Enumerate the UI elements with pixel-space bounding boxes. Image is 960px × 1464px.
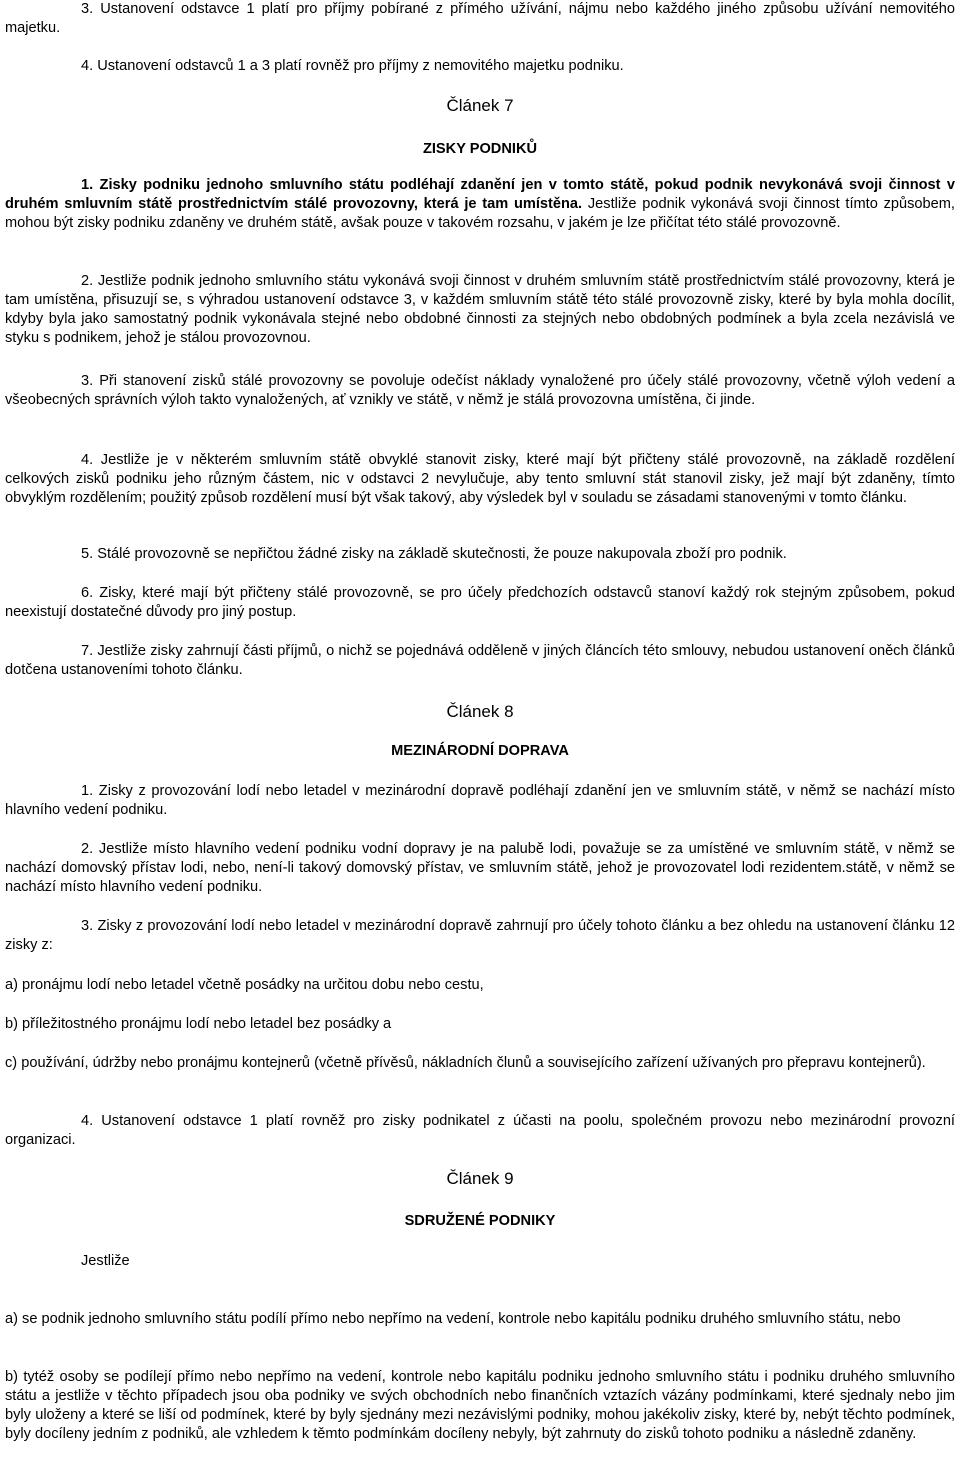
- paragraph-7-2: 2. Jestliže podnik jednoho smluvního státu vykonává svoji činnost v druhém smluvním státě prostřednictvím stálé provozovny, která je tam umístěna, přisuzují se, s výhradou ustanovení odstavce 3, v každém smluvním státě této stálé provozovně zisky, které by byla mohla docílit, kdyby byla jako samostatný podnik vykonávala stejné nebo obdobné činnosti za stejných nebo obdobných podmínek a byla zcela nezávislá ve styku s podnikem, jehož je stálou provozovnou.: [5, 273, 955, 346]
- paragraph-9-intro: Jestliže: [81, 1253, 130, 1269]
- paragraph-7-3: 3. Při stanovení zisků stálé provozovny se povoluje odečíst náklady vynaložené pro účely stálé provozovny, včetně výloh vedení a všeobecných správních výloh takto vynaložených, ať vznikly ve státě, v němž je stálá provozovna umístěna, či jinde.: [5, 373, 955, 408]
- paragraph-8-1: 1. Zisky z provozování lodí nebo letadel v mezinárodní dopravě podléhají zdanění jen ve smluvním státě, v němž se nachází místo hlavního vedení podniku.: [5, 783, 955, 818]
- paragraph-6-3: 3. Ustanovení odstavce 1 platí pro příjmy pobírané z přímého užívání, nájmu nebo každého jiného způsobu užívání nemovitého majetku.: [5, 1, 955, 36]
- article-8-title: Článek 8: [446, 702, 514, 721]
- paragraph-9-b: b) tytéž osoby se podílejí přímo nebo nepřímo na vedení, kontrole nebo kapitálu podniku jednoho smluvního státu i podniku druhého smluvního státu a jestliže v těchto případech jsou oba podniky ve svých obchodních nebo finančních vztazích vázány podmínkami, které sjednaly nebo jim byly uloženy a které se liší od podmínek, které by byly sjednány mezi nezávislými podniky, mohou jakékoliv zisky, které by, nebýt těchto podmínek, byly docíleny jedním z podniků, ale vzhledem k těmto podmínkám docíleny nebyly, být zahrnuty do zisků tohoto podniku a následně zdaněny.: [5, 1369, 955, 1442]
- article-7-title: Článek 7: [446, 96, 514, 115]
- paragraph-8-4: 4. Ustanovení odstavce 1 platí rovněž pro zisky podnikatel z účasti na poolu, společném provozu nebo mezinárodní provozní organizaci.: [5, 1113, 955, 1148]
- paragraph-7-5: 5. Stálé provozovně se nepřičtou žádné zisky na základě skutečnosti, že pouze nakupovala zboží pro podnik.: [81, 546, 787, 562]
- paragraph-8-3-b: b) příležitostného pronájmu lodí nebo letadel bez posádky a: [5, 1016, 392, 1032]
- paragraph-7-1-bold: 1. Zisky podniku jednoho smluvního státu podléhají zdanění jen v tomto státě, pokud podnik nevykonává svoji činnost v druhém smluvním státě prostřednictvím stálé provozovny, která je tam umístěna.: [5, 177, 955, 212]
- article-7-heading: ZISKY PODNIKŮ: [422, 141, 538, 157]
- paragraph-8-3-a: a) pronájmu lodí nebo letadel včetně posádky na určitou dobu nebo cestu,: [5, 977, 484, 993]
- paragraph-7-4: 4. Jestliže je v některém smluvním státě obvyklé stanovit zisky, které mají být přičteny stálé provozovně, na základě rozdělení celkových zisků podniku jeho různým částem, nic v odstavci 2 nevylučuje, aby tento smluvní stát stanovil zisky, jež mají být zdaněny, tímto obvyklým rozdělením; použitý způsob rozdělení musí být však takový, aby výsledek byl v souladu se zásadami stanovenými v tomto článku.: [5, 452, 955, 506]
- paragraph-9-a: a) se podnik jednoho smluvního státu podílí přímo nebo nepřímo na vedení, kontrole nebo kapitálu podniku druhého smluvního státu, nebo: [5, 1311, 901, 1327]
- article-9-title: Článek 9: [446, 1169, 514, 1188]
- paragraph-8-3: 3. Zisky z provozování lodí nebo letadel v mezinárodní dopravě zahrnují pro účely tohoto článku a bez ohledu na ustanovení článku 12 zisky z:: [5, 918, 955, 953]
- paragraph-8-3-c: c) používání, údržby nebo pronájmu kontejnerů (včetně přívěsů, nákladních člunů a souvisejícího zařízení užívaných pro přepravu kontejnerů).: [5, 1055, 926, 1071]
- article-8-heading: MEZINÁRODNÍ DOPRAVA: [391, 743, 569, 759]
- paragraph-7-1-rest: Jestliže podnik vykonává svoji činnost tímto způsobem, mohou být zisky podniku zdaněny ve druhém státě, avšak pouze v takovém rozsahu, v jakém je lze přičítat této stálé provozovně.: [5, 196, 955, 231]
- paragraph-7-7: 7. Jestliže zisky zahrnují části příjmů, o nichž se pojednává odděleně v jiných článcích této smlouvy, nebudou ustanovení oněch článků dotčena ustanoveními tohoto článku.: [5, 643, 955, 678]
- paragraph-7-1: [5, 176, 955, 233]
- paragraph-8-2: 2. Jestliže místo hlavního vedení podniku vodní dopravy je na palubě lodi, považuje se za umístěné ve smluvním státě, v němž se nachází domovský přístav lodi, nebo, není-li takový domovský přístav, ve smluvním státě, jehož je provozovatel lodi rezidentem.státě, v němž se nachází místo hlavního vedení podniku.: [5, 841, 955, 895]
- article-9-heading: SDRUŽENÉ PODNIKY: [404, 1213, 556, 1229]
- paragraph-7-6: 6. Zisky, které mají být přičteny stálé provozovně, se pro účely předchozích odstavců stanoví každý rok stejným způsobem, pokud neexistují dostatečné důvody pro jiný postup.: [5, 585, 955, 620]
- paragraph-6-4: 4. Ustanovení odstavců 1 a 3 platí rovněž pro příjmy z nemovitého majetku podniku.: [81, 58, 624, 74]
